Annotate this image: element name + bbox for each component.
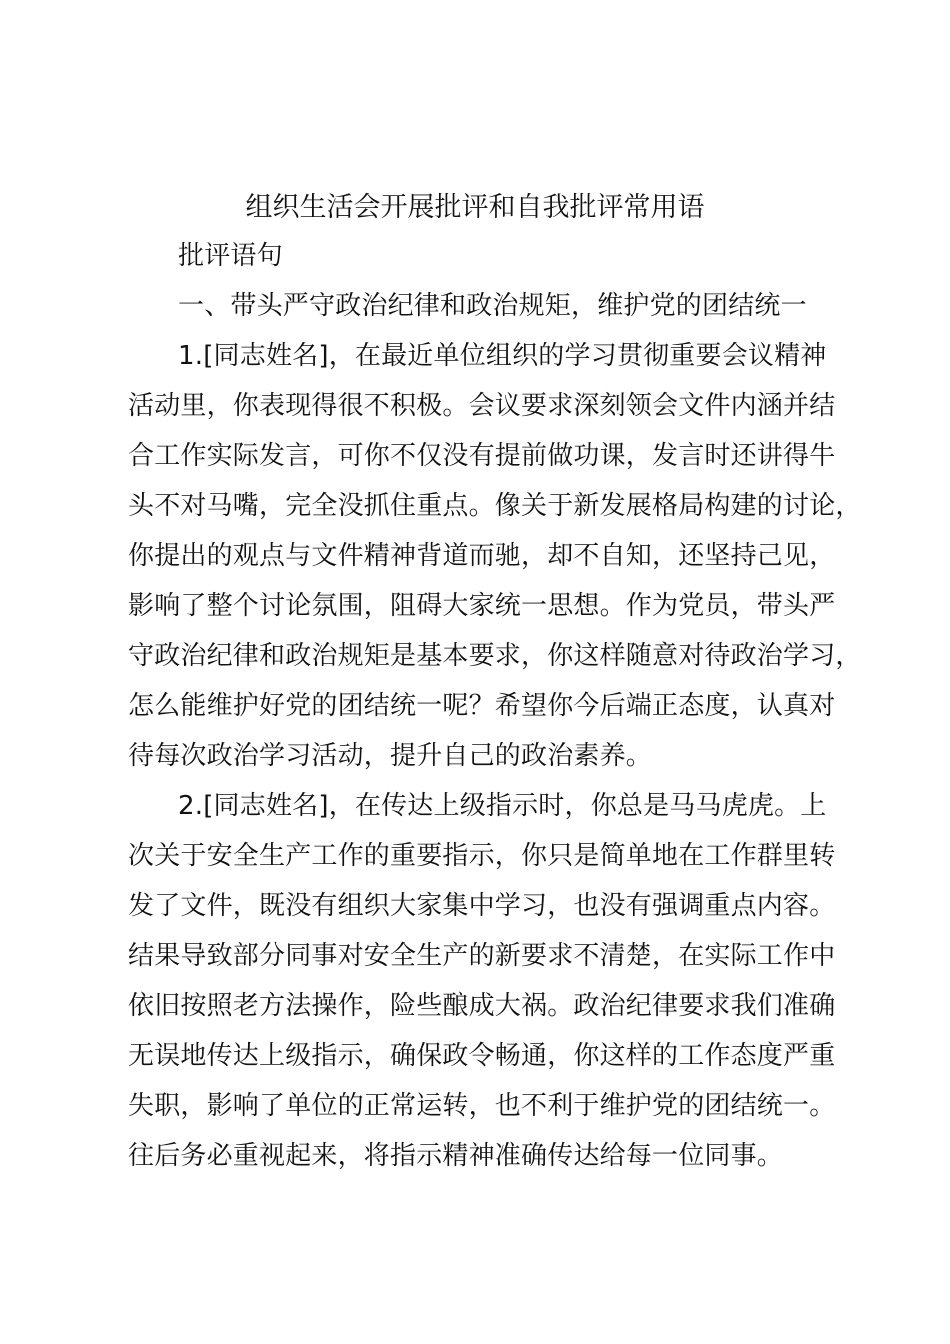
paragraph-line: 1.[同志姓名]，在最近单位组织的学习贯彻重要会议精神 [178, 341, 827, 371]
paragraph-line: 依旧按照老方法操作，险些酿成大祸。政治纪律要求我们准确 [128, 991, 836, 1021]
paragraph-line: 失职，影响了单位的正常运转，也不利于维护党的团结统一。 [128, 1091, 836, 1121]
paragraph-line: 合工作实际发言，可你不仅没有提前做功课，发言时还讲得牛 [128, 441, 836, 471]
paragraph-line: 发了文件，既没有组织大家集中学习，也没有强调重点内容。 [128, 891, 836, 921]
paragraph-line: 往后务必重视起来，将指示精神准确传达给每一位同事。 [128, 1141, 784, 1171]
paragraph-line: 无误地传达上级指示，确保政令畅通，你这样的工作态度严重 [128, 1041, 836, 1071]
paragraph-line: 2.[同志姓名]，在传达上级指示时，你总是马马虎虎。上 [178, 791, 827, 821]
paragraph-line: 结果导致部分同事对安全生产的新要求不清楚，在实际工作中 [128, 941, 836, 971]
paragraph-line: 活动里，你表现得很不积极。会议要求深刻领会文件内涵并结 [128, 391, 836, 421]
paragraph-line: 待每次政治学习活动，提升自己的政治素养。 [128, 741, 653, 771]
paragraph-line: 怎么能维护好党的团结统一呢？希望你今后端正态度，认真对 [128, 691, 836, 721]
heading-1: 一、带头严守政治纪律和政治规矩，维护党的团结统一 [178, 291, 807, 321]
paragraph-line: 你提出的观点与文件精神背道而驰，却不自知，还坚持己见， [128, 541, 836, 571]
paragraph-line: 影响了整个讨论氛围，阻碍大家统一思想。作为党员，带头严 [128, 591, 836, 621]
paragraph-line: 头不对马嘴，完全没抓住重点。像关于新发展格局构建的讨论， [128, 491, 862, 521]
paragraph-line: 守政治纪律和政治规矩是基本要求，你这样随意对待政治学习， [128, 641, 862, 671]
document-title: 组织生活会开展批评和自我批评常用语 [245, 192, 705, 223]
section-label: 批评语句 [178, 241, 283, 271]
paragraph-line: 次关于安全生产工作的重要指示，你只是简单地在工作群里转 [128, 841, 836, 871]
